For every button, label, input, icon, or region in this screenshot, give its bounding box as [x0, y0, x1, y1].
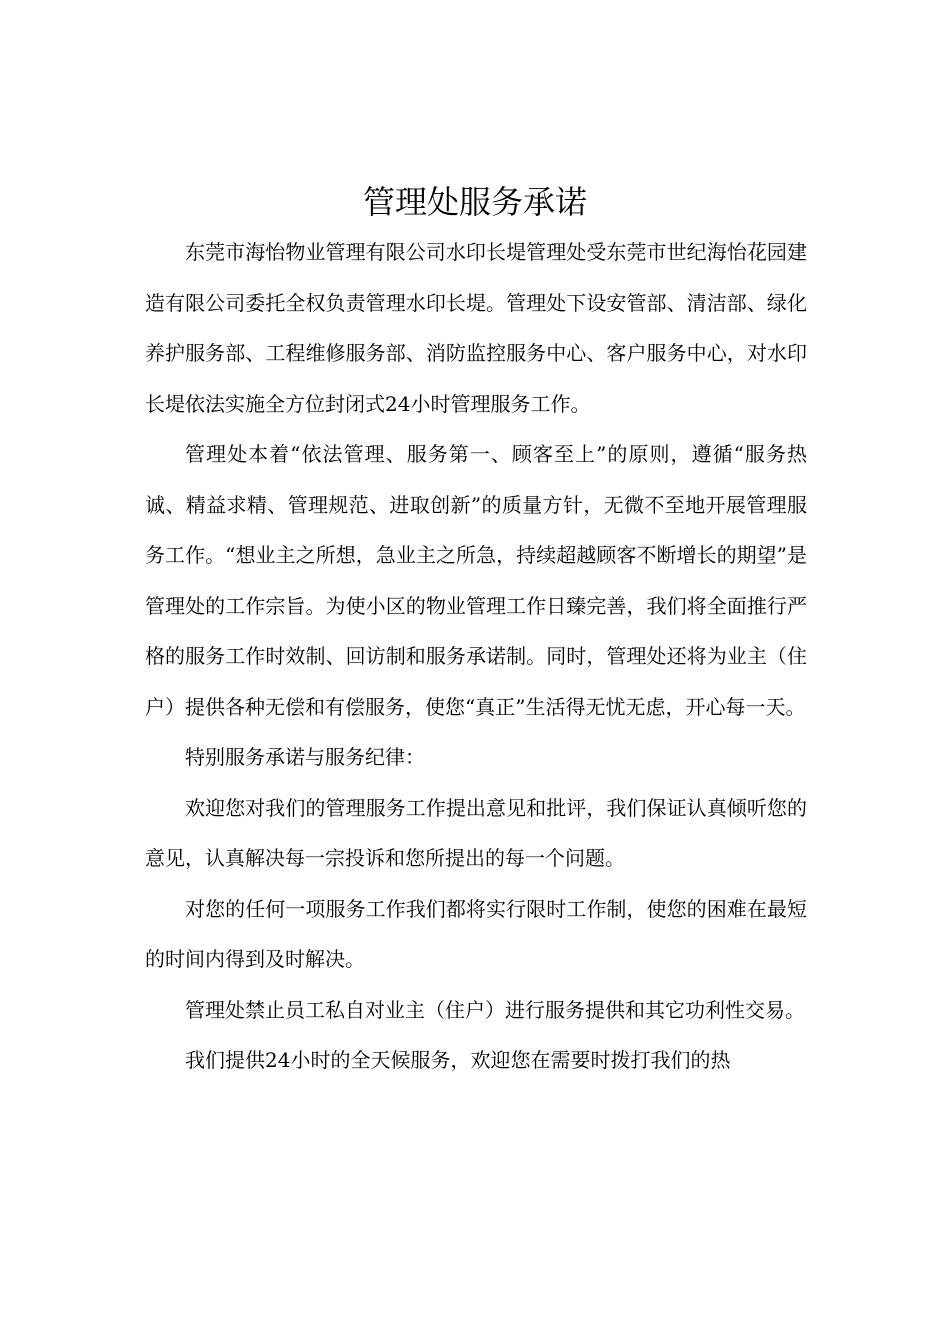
paragraph-time-limit: 对您的任何一项服务工作我们都将实行限时工作制，使您的困难在最短的时间内得到及时解决。: [145, 896, 807, 971]
paragraph-feedback: 欢迎您对我们的管理服务工作提出意见和批评，我们保证认真倾听您的意见，认真解决每一宗投诉和您所提出的每一个问题。: [145, 795, 807, 870]
paragraph-prohibition: 管理处禁止员工私自对业主（住户）进行服务提供和其它功利性交易。: [185, 997, 805, 1022]
paragraph-intro: 东莞市海怡物业管理有限公司水印长堤管理处受东莞市世纪海怡花园建造有限公司委托全权负责管理水印长堤。管理处下设安管部、清洁部、绿化养护服务部、工程维修服务部、消防监控服务中心、客户服务中心，对水印长堤依法实施全方位封闭式24小时管理服务工作。: [145, 240, 807, 416]
document-body: [145, 227, 807, 1086]
document-title: 管理处服务承诺: [362, 183, 587, 221]
paragraph-special-heading: 特别服务承诺与服务纪律：: [185, 745, 425, 769]
paragraph-24h-service: 我们提供24小时的全天候服务，欢迎您在需要时拨打我们的热: [185, 1048, 731, 1072]
paragraph-principles: 管理处本着“依法管理、服务第一、顾客至上”的原则，遵循“服务热诚、精益求精、管理规范、进取创新”的质量方针，无微不至地开展管理服务工作。“想业主之所想，急业主之所急，持续超越顾客不断增长的期望”是管理处的工作宗旨。为使小区的物业管理工作日臻完善，我们将全面推行严格的服务工作时效制、回访制和服务承诺制。同时，管理处还将为业主（住户）提供各种无偿和有偿服务，使您“真正”生活得无忧无虑，开心每一天。: [145, 442, 807, 719]
